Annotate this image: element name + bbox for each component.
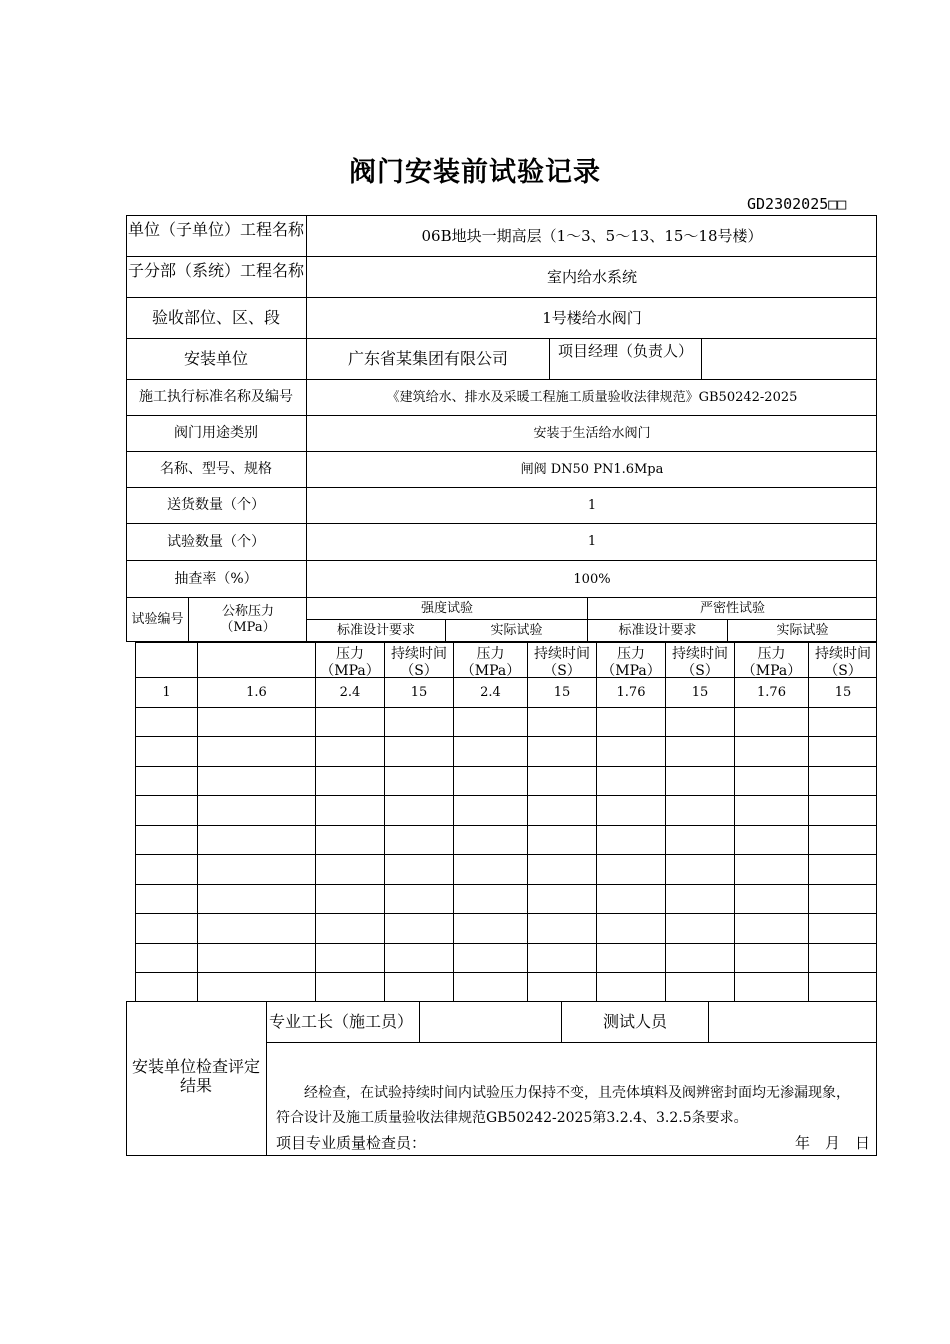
test-no-header: 试验编号 <box>131 612 184 628</box>
sampling-rate-label: 抽查率（%） <box>174 571 258 588</box>
evaluation-label: 安装单位检查评定结果 <box>131 1056 260 1095</box>
project-manager-label: 项目经理（负责人） <box>557 342 693 360</box>
sampling-rate-value: 100% <box>573 571 611 587</box>
tested-qty-value: 1 <box>587 534 597 550</box>
nominal-pressure-header: 公称压力（MPa） <box>220 604 276 635</box>
strength-req-duration-header: 持续时间（S） <box>391 646 447 677</box>
strength-actual-header: 实际试验 <box>490 623 543 639</box>
tightness-act-duration-header: 持续时间（S） <box>815 646 871 677</box>
row-tightness-act-pressure: 1.76 <box>757 684 786 700</box>
row-nominal-pressure: 1.6 <box>246 684 267 700</box>
install-unit-value: 广东省某集团有限公司 <box>347 349 508 369</box>
strength-req-pressure-header: 压力（MPa） <box>320 646 380 677</box>
inspector-label: 项目专业质量检查员： <box>276 1134 427 1152</box>
foreman-value <box>420 1002 561 1042</box>
strength-act-pressure-header: 压力（MPa） <box>460 646 521 677</box>
strength-act-duration-header: 持续时间（S） <box>534 646 590 677</box>
tightness-act-pressure-header: 压力（MPa） <box>741 646 802 677</box>
tightness-req-duration-header: 持续时间（S） <box>672 646 728 677</box>
name-model-label: 名称、型号、规格 <box>160 461 272 478</box>
standard-value: 《建筑给水、排水及采暖工程施工质量验收法律规范》GB50242-2025 <box>386 389 798 405</box>
row-tightness-act-duration: 15 <box>834 684 852 700</box>
valve-use-value: 安装于生活给水阀门 <box>533 425 651 441</box>
delivered-qty-value: 1 <box>587 497 597 513</box>
install-unit-label: 安装单位 <box>183 349 248 369</box>
strength-design-req-header: 标准设计要求 <box>336 623 415 639</box>
strength-test-header: 强度试验 <box>420 600 473 616</box>
name-model-value: 闸阀 DN50 PN1.6Mpa <box>520 461 664 477</box>
row-tightness-req-pressure: 1.76 <box>616 684 646 700</box>
page-title: 阀门安装前试验记录 <box>349 157 601 188</box>
valve-use-label: 阀门用途类别 <box>174 425 258 442</box>
tightness-actual-header: 实际试验 <box>776 623 829 639</box>
unit-project-label: 单位（子单位）工程名称 <box>127 220 304 239</box>
row-strength-req-duration: 15 <box>410 684 428 700</box>
sub-project-value: 室内给水系统 <box>546 268 637 286</box>
date-label: 年 月 日 <box>794 1134 870 1152</box>
form-code: GD2302025□□ <box>747 195 847 213</box>
delivered-qty-label: 送货数量（个） <box>167 497 265 514</box>
tester-value <box>709 1002 877 1042</box>
inspection-part-value: 1号楼给水阀门 <box>542 309 642 327</box>
row-tightness-req-duration: 15 <box>691 684 709 700</box>
foreman-label: 专业工长（施工员） <box>269 1012 414 1032</box>
project-manager-value <box>702 339 877 379</box>
inspection-part-label: 验收部位、区、段 <box>151 308 280 328</box>
standard-label: 施工执行标准名称及编号 <box>139 389 293 406</box>
tightness-test-header: 严密性试验 <box>699 600 765 616</box>
conclusion-line-1: 经检查，在试验持续时间内试验压力保持不变，且壳体填料及阀辨密封面均无渗漏现象， <box>304 1084 850 1101</box>
tested-qty-label: 试验数量（个） <box>167 533 265 550</box>
tightness-req-pressure-header: 压力（MPa） <box>601 646 661 677</box>
row-test-no: 1 <box>162 684 171 700</box>
tester-label: 测试人员 <box>602 1012 667 1032</box>
unit-project-value: 06B地块一期高层（1～3、5～13、15～18号楼） <box>421 227 763 245</box>
sub-project-label: 子分部（系统）工程名称 <box>127 261 304 280</box>
conclusion-line-2: 符合设计及施工质量验收法律规范GB50242-2025第3.2.4、3.2.5条要求。 <box>276 1109 748 1126</box>
row-strength-act-pressure: 2.4 <box>480 684 501 700</box>
row-strength-req-pressure: 2.4 <box>339 684 361 700</box>
row-strength-act-duration: 15 <box>553 684 571 700</box>
tightness-design-req-header: 标准设计要求 <box>618 623 697 639</box>
